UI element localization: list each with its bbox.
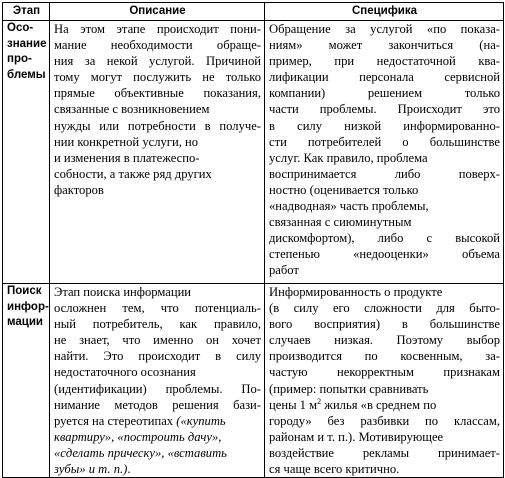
text-fragment: жилья «в среднем по — [321, 397, 437, 412]
text-line: дискомфортом), либо с высокой — [269, 231, 500, 246]
text-line: не знает, что именно он хочет — [54, 333, 261, 348]
stage-line: про- — [7, 53, 32, 66]
italic-example: зубы» и т. п.) — [54, 462, 128, 477]
text-line: мание необходимости обраще- — [54, 38, 261, 53]
stage-line: знание — [7, 37, 47, 50]
text-line: воздействие рекламы принимает- — [269, 445, 500, 460]
text-line: части проблемы. Происходит это — [269, 102, 500, 117]
text-line: районам и т. п.). Мотивирующее — [269, 429, 444, 444]
text-line: Обращение за услугой «по показа- — [269, 22, 500, 36]
text-line: (идентификации) проблемы. По- — [54, 381, 261, 396]
text-line: сти потребителей о большинстве — [269, 134, 500, 149]
text-fragment: цены 1 м — [269, 397, 318, 412]
text-line: нимание методов решения бази- — [54, 397, 261, 412]
stage-line: мации — [7, 316, 43, 329]
text-line: ся чаще всего критично. — [269, 462, 400, 477]
italic-example: («купить — [176, 413, 226, 428]
text-fragment: . — [127, 462, 131, 477]
text-line: ный потребитель, как правило, — [54, 317, 261, 332]
table-row-problem-awareness — [3, 21, 504, 284]
text-line: производится по косвенным, за- — [269, 349, 500, 364]
text-line: ния за некой услугой. Причиной — [54, 54, 261, 69]
description-cell — [50, 21, 265, 284]
text-line: На этом этапе происходит пони- — [54, 22, 261, 36]
text-line: степенью «недооценки» объема — [269, 247, 500, 262]
text-line: пример, при недостаточной ква- — [269, 54, 500, 69]
superscript: 2 — [317, 396, 322, 406]
text-line: найти. Это происходит в силу — [54, 349, 261, 364]
text-line: компании) решением только — [269, 86, 500, 101]
text-line: (в силу его сложности для быто- — [269, 301, 500, 316]
text-line: собности, а также ряд других — [54, 166, 212, 181]
text-line: тому могут послужить не только — [54, 70, 261, 85]
text-line: недостаточного осознания — [54, 365, 196, 380]
italic-example: квартиру», «построить дачу», — [54, 429, 222, 444]
text-line: вого восприятия) в большинстве — [269, 317, 500, 332]
text-line: Информированность о продукте — [269, 285, 443, 299]
text-line — [269, 397, 500, 413]
text-line: нии конкретной услуги, но — [54, 134, 199, 149]
text-line: лификации персонала сервисной — [269, 70, 500, 85]
text-line: связанные с возникновением — [54, 102, 210, 117]
header-stage: Этап — [3, 3, 50, 21]
text-line: связанная с сиюминутным — [269, 215, 412, 230]
stage-line: Поиск — [7, 285, 42, 297]
text-line — [54, 461, 261, 477]
text-line: ниям» может закончиться (на- — [269, 38, 500, 53]
text-line: услуг. Как правило, проблема — [269, 150, 428, 165]
description-cell — [50, 284, 265, 478]
text-line: воспринимается либо поверх- — [269, 166, 500, 181]
stage-cell — [3, 284, 50, 478]
text-line: прямые объективные показания, — [54, 86, 261, 101]
text-line: частую некорректным признакам — [269, 365, 500, 380]
text-fragment: руется на стереотипах — [54, 413, 177, 428]
text-line: в силу низкой информированно- — [269, 118, 500, 133]
text-line: Этап поиска информации — [54, 285, 192, 299]
stage-line: блемы — [7, 68, 46, 81]
table-row-information-search — [3, 284, 504, 478]
header-description: Описание — [50, 3, 265, 21]
stage-line: Осо- — [7, 22, 34, 34]
text-line: нужды или потребности в получе- — [54, 118, 261, 133]
header-specifics: Специфика — [265, 3, 504, 21]
text-line: работ — [269, 263, 299, 278]
stages-table — [2, 2, 504, 478]
specifics-cell — [265, 21, 504, 284]
italic-example: «сделать прическу», «вставить — [54, 445, 227, 460]
text-line: ностно (оценивается только — [269, 182, 419, 197]
table-header-row — [3, 3, 504, 21]
text-line: факторов — [54, 182, 104, 197]
text-line: (пример: попытки сравнивать — [269, 381, 429, 396]
specifics-cell — [265, 284, 504, 478]
stage-line: инфор- — [7, 300, 49, 313]
text-line: случаев низкая. Поэтому выбор — [269, 333, 500, 348]
text-line: и изменения в платежеспо- — [54, 150, 200, 165]
text-line — [54, 413, 261, 429]
text-line: городу» без разбивки по классам, — [269, 413, 500, 428]
text-line: «надводная» часть проблемы, — [269, 199, 429, 214]
text-line: осложнен тем, что потенциаль- — [54, 301, 261, 316]
stage-cell — [3, 21, 50, 284]
